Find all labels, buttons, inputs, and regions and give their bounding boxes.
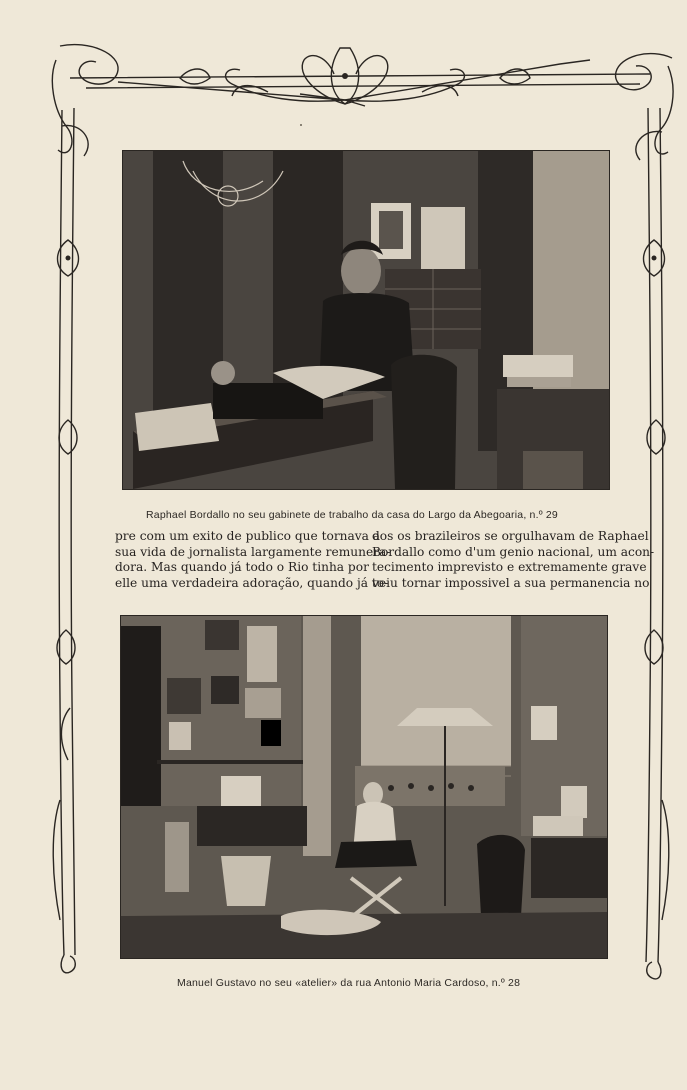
photo-raphael-bordallo-study	[122, 150, 610, 490]
text-column-left	[115, 529, 391, 591]
caption-bottom-photo: Manuel Gustavo no seu «atelier» da rua Antonio Maria Cardoso, n.º 28	[177, 977, 521, 989]
caption-top-photo: Raphael Bordallo no seu gabinete de trabalho da casa do Largo da Abegoaria, n.º 29	[146, 509, 558, 521]
text-line: dos os brazileiros se orgulhavam de Raphael	[372, 529, 649, 543]
page-dot	[300, 124, 302, 126]
photo-study-illustration	[123, 151, 609, 489]
photo-atelier-illustration	[121, 616, 607, 958]
text-line: dora. Mas quando já todo o Rio tinha por	[115, 560, 369, 575]
text-line: tecimento imprevisto e extremamente grave	[372, 560, 647, 575]
photo-manuel-gustavo-atelier	[120, 615, 608, 959]
text-line: elle uma verdadeira adoração, quando já to-	[115, 575, 389, 590]
text-column-right	[372, 529, 655, 591]
text-line: sua vida de jornalista largamente remunera-	[115, 544, 391, 559]
text-line: veiu tornar impossivel a sua permanencia no	[372, 575, 650, 590]
text-line: Bordallo como d'um genio nacional, um acon-	[372, 544, 655, 559]
text-line: pre com um exito de publico que tornava a	[115, 529, 381, 543]
